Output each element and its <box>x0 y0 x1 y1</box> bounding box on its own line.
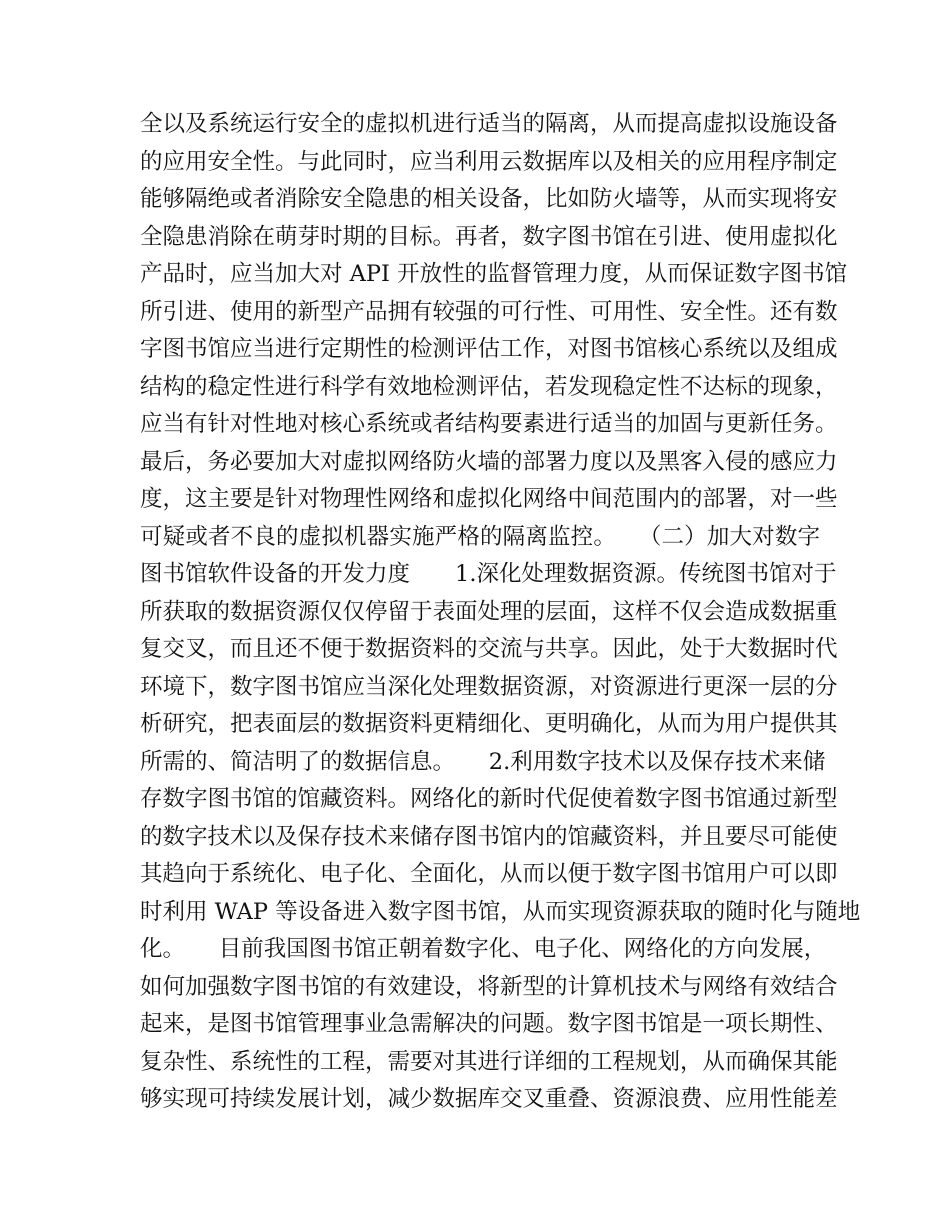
text-line: 图书馆软件设备的开发力度 1.深化处理数据资源。传统图书馆对于 <box>140 561 837 587</box>
body-text <box>140 106 861 1119</box>
text-line: 时利用 WAP 等设备进入数字图书馆，从而实现资源获取的随时化与随地 <box>140 898 861 925</box>
text-line: 全隐患消除在萌芽时期的目标。再者，数字图书馆在引进、使用虚拟化 <box>140 223 838 250</box>
text-line: 所需的、简洁明了的数据信息。 2.利用数字技术以及保存技术来储 <box>140 748 826 775</box>
text-line: 全以及系统运行安全的虚拟机进行适当的隔离，从而提高虚拟设施设备 <box>140 111 838 137</box>
text-line: 存数字图书馆的馆藏资料。网络化的新时代促使着数字图书馆通过新型 <box>140 786 838 812</box>
text-line: 结构的稳定性进行科学有效地检测评估，若发现稳定性不达标的现象， <box>140 373 838 400</box>
text-line: 度，这主要是针对物理性网络和虚拟化网络中间范围内的部署，对一些 <box>140 486 838 512</box>
text-line: 如何加强数字图书馆的有效建设，将新型的计算机技术与网络有效结合 <box>140 973 838 1000</box>
text-line: 最后，务必要加大对虚拟网络防火墙的部署力度以及黑客入侵的感应力 <box>140 448 838 475</box>
text-line: 的数字技术以及保存技术来储存图书馆内的馆藏资料，并且要尽可能使 <box>140 823 838 850</box>
text-line: 所获取的数据资源仅仅停留于表面处理的层面，这样不仅会造成数据重 <box>140 598 838 625</box>
text-line: 化。 目前我国图书馆正朝着数字化、电子化、网络化的方向发展， <box>140 936 827 962</box>
text-line: 析研究，把表面层的数据资料更精细化、更明确化，从而为用户提供其 <box>140 711 838 737</box>
text-line: 所引进、使用的新型产品拥有较强的可行性、可用性、安全性。还有数 <box>140 298 838 325</box>
text-line: 产品时，应当加大对 API 开放性的监督管理力度，从而保证数字图书馆 <box>140 261 848 287</box>
text-line: 其趋向于系统化、电子化、全面化，从而以便于数字图书馆用户可以即 <box>140 861 838 887</box>
text-line: 的应用安全性。与此同时，应当利用云数据库以及相关的应用程序制定 <box>140 148 838 175</box>
text-line: 复交叉，而且还不便于数据资料的交流与共享。因此，处于大数据时代 <box>140 636 838 662</box>
text-line: 起来，是图书馆管理事业急需解决的问题。数字图书馆是一项长期性、 <box>140 1011 838 1037</box>
text-line: 可疑或者不良的虚拟机器实施严格的隔离监控。 （二）加大对数字 <box>140 523 820 550</box>
text-line: 够实现可持续发展计划，减少数据库交叉重叠、资源浪费、应用性能差 <box>140 1086 838 1112</box>
text-line: 能够隔绝或者消除安全隐患的相关设备，比如防火墙等，从而实现将安 <box>140 186 838 212</box>
text-line: 应当有针对性地对核心系统或者结构要素进行适当的加固与更新任务。 <box>140 411 838 437</box>
text-line: 环境下，数字图书馆应当深化处理数据资源，对资源进行更深一层的分 <box>140 673 838 700</box>
text-line: 复杂性、系统性的工程，需要对其进行详细的工程规划，从而确保其能 <box>140 1048 838 1075</box>
text-line: 字图书馆应当进行定期性的检测评估工作，对图书馆核心系统以及组成 <box>140 336 838 362</box>
